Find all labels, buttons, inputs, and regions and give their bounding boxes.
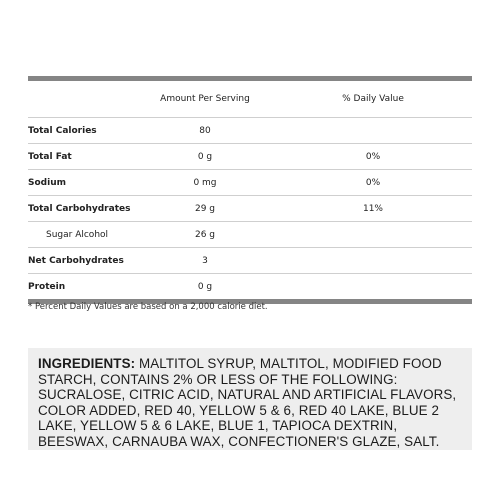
nutrient-daily-value <box>288 274 458 299</box>
table-row <box>28 118 472 144</box>
nutrient-daily-value <box>288 118 458 143</box>
nutrient-name: Sugar Alcohol <box>46 229 109 240</box>
nutrient-name: Total Calories <box>28 125 97 136</box>
table-row <box>28 248 472 274</box>
nutrient-name: Total Carbohydrates <box>28 203 131 214</box>
nutrient-amount: 0 mg <box>193 177 217 188</box>
nutrient-amount: 29 g <box>194 203 216 214</box>
nutrient-daily-value <box>288 248 458 273</box>
nutrient-daily-value: 0% <box>365 151 381 162</box>
nutrient-daily-value: 11% <box>362 203 383 214</box>
table-row <box>28 170 472 196</box>
nutrient-daily-value <box>288 222 458 247</box>
table-header-row <box>28 81 472 118</box>
daily-value-footnote: * Percent Daily Values are based on a 2,000 calorie diet. <box>28 302 268 312</box>
nutrient-amount: 0 g <box>197 281 213 292</box>
amount-per-serving-header: Amount Per Serving <box>160 94 250 104</box>
table-row <box>28 222 472 248</box>
nutrient-daily-value: 0% <box>365 177 381 188</box>
ingredients-label: INGREDIENTS: <box>38 356 136 371</box>
nutrient-name: Total Fat <box>28 151 72 162</box>
nutrient-name: Net Carbohydrates <box>28 255 124 266</box>
ingredients-text: MALTITOL SYRUP, MALTITOL, MODIFIED FOOD STARCH, CONTAINS 2% OR LESS OF THE FOLLOWING: SUCRALOSE, CITRIC ACID, NATURAL AND ARTIFICIAL FLAVORS, COLOR ADDED, RED 40, YELLOW 5 & 6, RED 40 LAKE, BLUE 2 LAKE, YELLOW 5 & 6 LAKE, BLUE 1, TAPIOCA DEXTRIN, BEESWAX, CARNAUBA WAX, CONFECTIONER'S GLAZE, SALT. <box>38 356 457 449</box>
nutrient-amount: 26 g <box>194 229 216 240</box>
nutrient-name: Protein <box>28 281 66 292</box>
nutrient-amount: 3 <box>202 255 208 266</box>
nutrition-table <box>28 76 472 304</box>
table-row <box>28 144 472 170</box>
nutrient-amount: 80 <box>199 125 211 136</box>
nutrient-amount: 0 g <box>197 151 213 162</box>
daily-value-header: % Daily Value <box>342 94 404 104</box>
table-row <box>28 274 472 299</box>
nutrient-name: Sodium <box>28 177 66 188</box>
ingredients-box <box>28 348 472 450</box>
table-row <box>28 196 472 222</box>
